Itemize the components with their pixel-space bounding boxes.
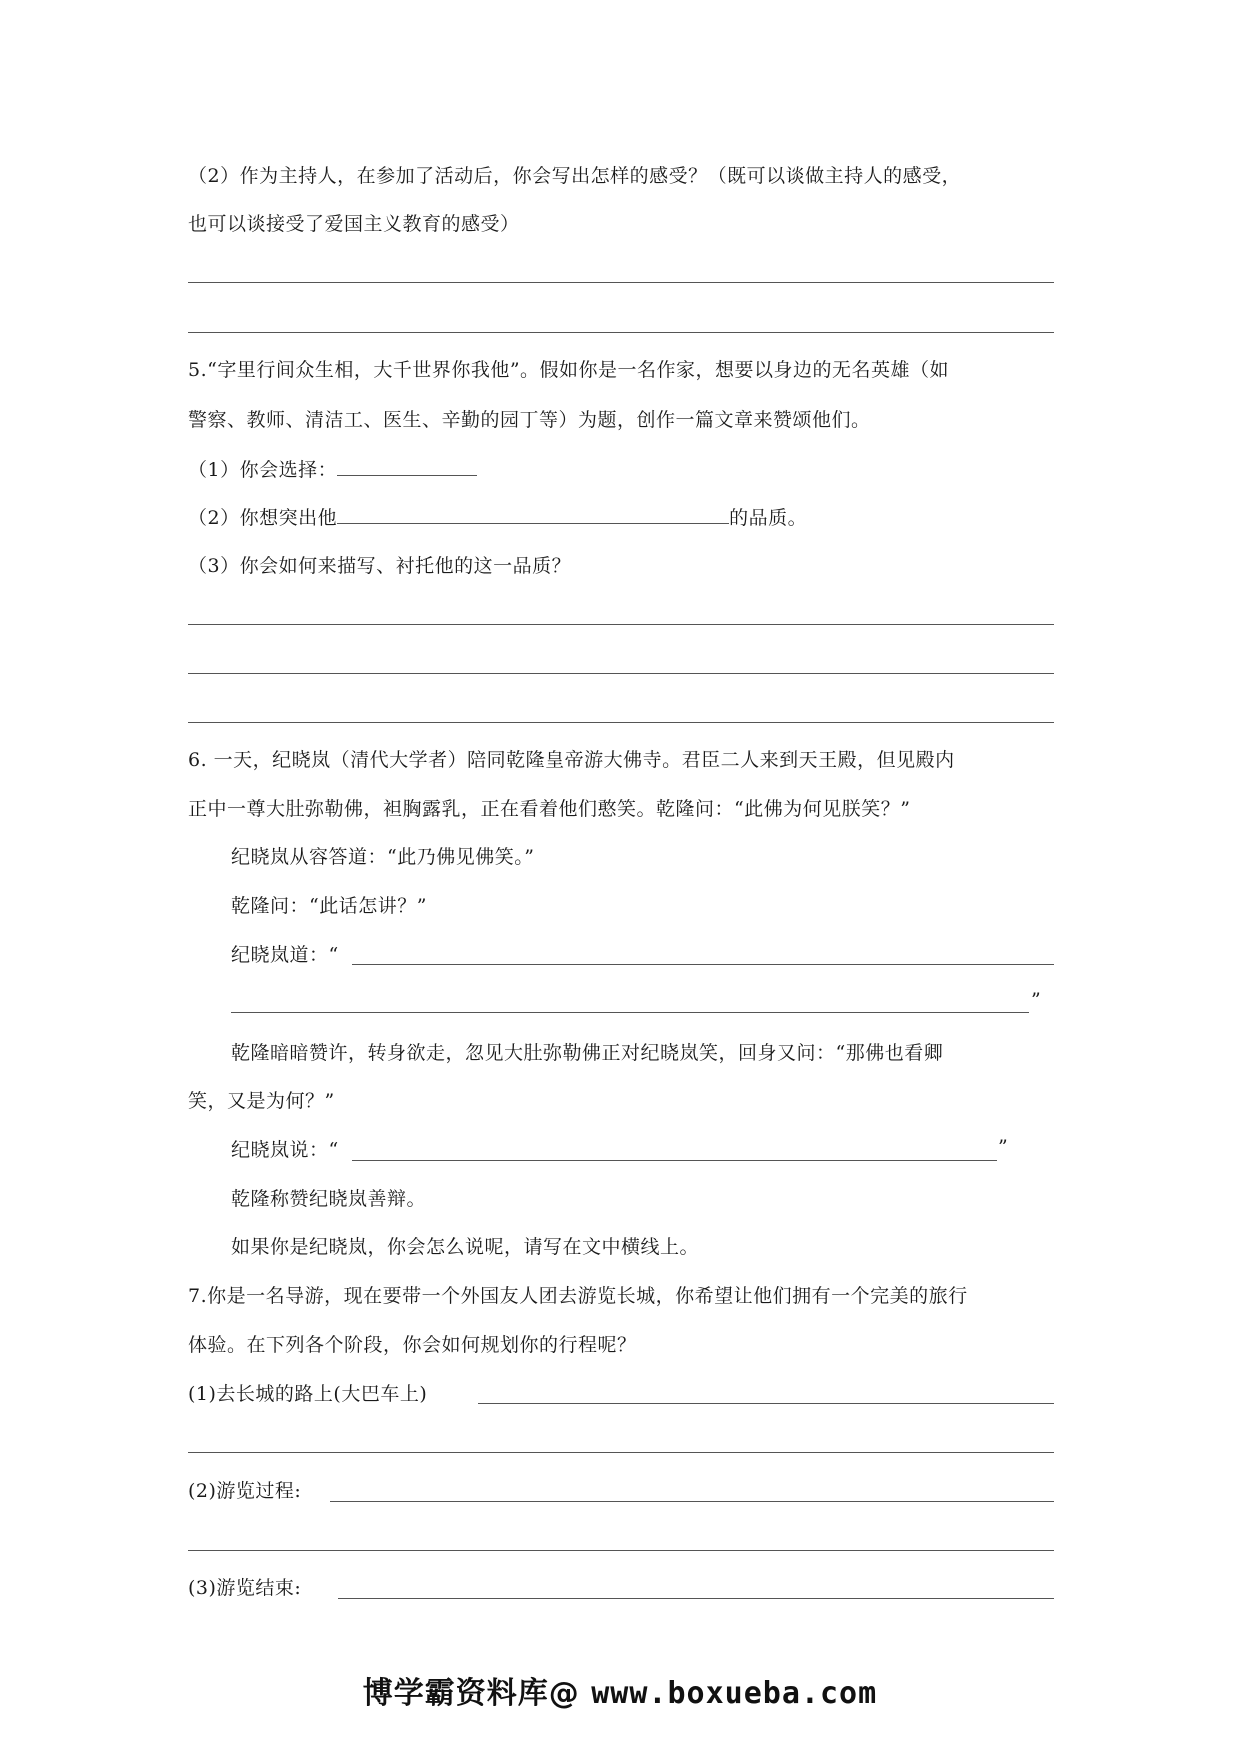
q6-close-quote: ” — [1031, 989, 1042, 1011]
q6-line10: 如果你是纪晓岚，你会怎么说呢，请写在文中横线上。 — [231, 1236, 700, 1258]
q4-2-line1: （2）作为主持人，在参加了活动后，你会写出怎样的感受？（既可以谈做主持人的感受， — [188, 165, 962, 187]
q5-sub2 — [188, 503, 807, 532]
q6-close-quote-2: ” — [998, 1136, 1009, 1158]
answer-line[interactable] — [188, 722, 1054, 723]
q6-line3: 纪晓岚从容答道：“此乃佛见佛笑。” — [231, 846, 535, 868]
q5-sub2-suffix: 的品质。 — [729, 507, 808, 529]
blank-field[interactable] — [337, 503, 729, 524]
q7-sub3: (3)游览结束: — [188, 1577, 302, 1599]
q7-line1: 7.你是一名导游，现在要带一个外国友人团去游览长城，你希望让他们拥有一个完美的旅行 — [188, 1285, 968, 1307]
answer-line[interactable] — [188, 624, 1054, 625]
q5-line2: 警察、教师、清洁工、医生、辛勤的园丁等）为题，创作一篇文章来赞颂他们。 — [188, 409, 871, 431]
answer-line[interactable] — [330, 1501, 1054, 1502]
answer-line[interactable] — [478, 1403, 1054, 1404]
answer-line[interactable] — [188, 1452, 1054, 1453]
answer-line[interactable] — [352, 1160, 997, 1161]
q7-sub1: (1)去长城的路上(大巴车上) — [188, 1383, 428, 1405]
answer-line[interactable] — [188, 282, 1054, 283]
q6-line9: 乾隆称赞纪晓岚善辩。 — [231, 1188, 427, 1210]
q7-line2: 体验。在下列各个阶段，你会如何规划你的行程呢？ — [188, 1334, 637, 1356]
q5-line1: 5.“字里行间众生相，大千世界你我他”。假如你是一名作家，想要以身边的无名英雄（如 — [188, 359, 950, 381]
q7-sub2: (2)游览过程: — [188, 1480, 302, 1502]
q6-line7: 笑，又是为何？” — [188, 1090, 335, 1112]
footer-watermark — [0, 1668, 1240, 1712]
q5-sub1-label: （1）你会选择： — [188, 459, 338, 481]
answer-line[interactable] — [188, 332, 1054, 333]
q5-sub3: （3）你会如何来描写、衬托他的这一品质？ — [188, 555, 572, 577]
answer-line[interactable] — [188, 673, 1054, 674]
q6-line2: 正中一尊大肚弥勒佛，袒胸露乳，正在看着他们憨笑。乾隆问：“此佛为何见朕笑？” — [188, 798, 911, 820]
q6-line5: 纪晓岚道：“ — [231, 944, 339, 966]
q6-line4: 乾隆问：“此话怎讲？” — [231, 895, 427, 917]
q4-2-line2: 也可以谈接受了爱国主义教育的感受） — [188, 213, 520, 235]
answer-line[interactable] — [188, 1550, 1054, 1551]
footer-site-name: 博学霸资料库@ — [362, 1676, 592, 1711]
q6-line8: 纪晓岚说：“ — [231, 1139, 339, 1161]
answer-line[interactable] — [231, 1012, 1029, 1013]
q5-sub1 — [188, 455, 477, 484]
footer-url: www.boxueba.com — [591, 1676, 878, 1711]
q5-sub2-label: （2）你想突出他 — [188, 507, 338, 529]
q6-line6: 乾隆暗暗赞许，转身欲走，忽见大肚弥勒佛正对纪晓岚笑，回身又问：“那佛也看卿 — [231, 1042, 944, 1064]
blank-field[interactable] — [337, 455, 477, 476]
answer-line[interactable] — [338, 1598, 1054, 1599]
q6-line1: 6. 一天，纪晓岚（清代大学者）陪同乾隆皇帝游大佛寺。君臣二人来到天王殿，但见殿内 — [188, 749, 955, 771]
answer-line[interactable] — [352, 964, 1054, 965]
